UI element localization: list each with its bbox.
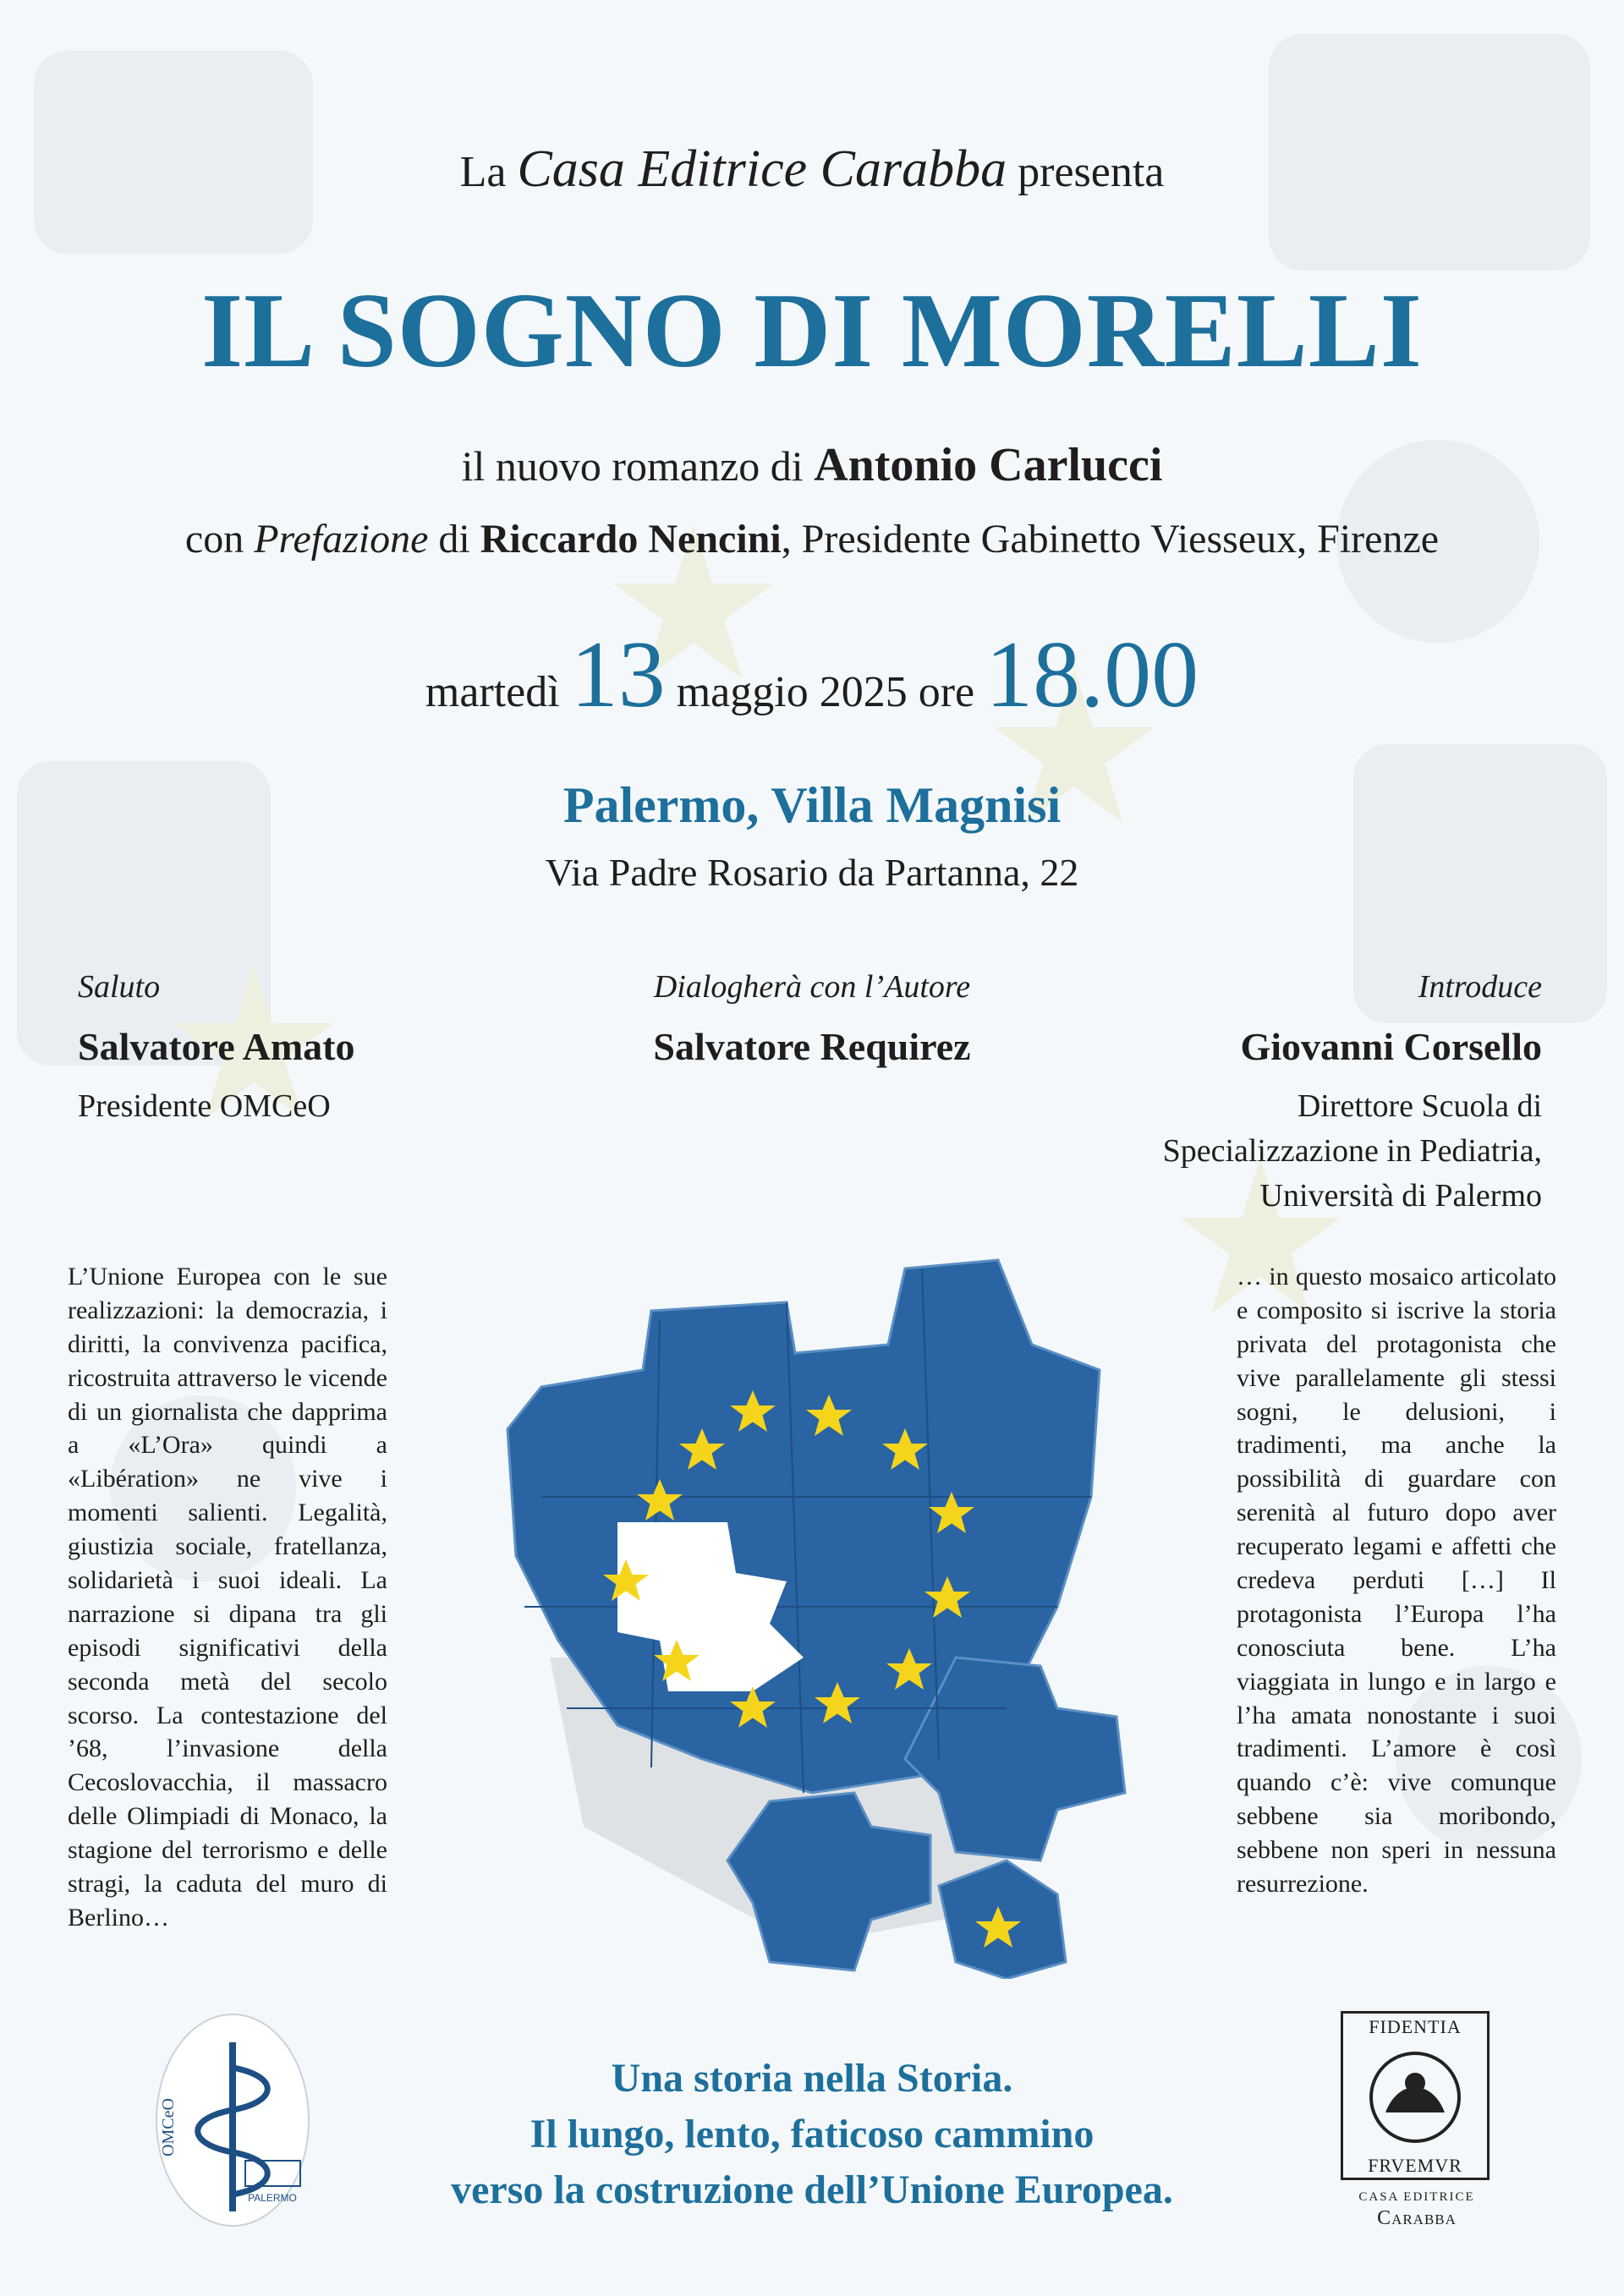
speaker-affiliation: Presidente OMCeO [78,1088,331,1124]
event-venue: Palermo, Villa Magnisi [562,777,1062,833]
speaker-role: Saluto [78,969,161,1005]
speaker-introduction [1163,968,1542,1219]
puzzle-pieces [508,1260,1125,1979]
omceo-logo [152,2008,313,2233]
presenter-line [0,140,1624,200]
event-month-year: maggio 2025 ore [676,668,975,716]
carabba-emblem [1364,2045,1466,2151]
preface-line [0,516,1624,562]
omceo-city: PALERMO [248,2192,297,2204]
presenter-presenta: presenta [1018,148,1165,196]
novel-prefix: il nuovo romanzo di [461,442,804,490]
synopsis-right: … in questo mosaico articolato e composito si iscrive la storia privata del protagonista che vive parallelamente gli stessi sogni, le delusioni, i tradimenti, ma anche la possibilità di guardare con serenità al futuro dopo aver recuperato legami e affetti che credeva perduti […] Il protagonista l’Europa l’ha conosciuta bene. L’ha viaggiata in lungo e in largo e l’ha amata nonostante i suoi tradimenti. L’amore è così quando c’è: vive comunque sebbene sia moribondo, sebbene non speri in nessuna resurrezione. [1237,1263,1556,1899]
carabba-label-2: Carabba [1377,2207,1457,2229]
presenter-la: La [459,148,507,196]
event-weekday: martedì [425,668,560,716]
carabba-logo [1341,2011,1493,2231]
event-day: 13 [570,622,666,727]
speaker-name: Salvatore Amato [78,1025,355,1068]
synopsis-left: L’Unione Europea con le sue realizzazioni: la democrazia, i diritti, la convivenza pacifica, ricostruita attraverso le vicende di un giornalista che dapprima a «L’Ora» quindi a «Libération» ne vive i momenti salienti. Legalità, giustizia sociale, fratellanza, solidarietà i suoi ideali. La narrazione si dipana tra gli episodi significativi della seconda metà del secolo scorso. La contestazione del ’68, l’invasione della Cecoslovacchia, il massacro delle Olimpiadi di Monaco, la stagione del terrorismo e delle stragi, la caduta del muro di Berlino… [68,1263,387,1932]
carabba-motto-bottom: FRVEMVR [1368,2155,1462,2176]
event-time: 18.00 [985,622,1199,727]
preface-di: di [438,517,470,562]
carabba-label-1: CASA EDITRICE [1358,2190,1475,2204]
affiliation-line: Università di Palermo [1259,1178,1542,1214]
book-title: IL SOGNO DI MORELLI [201,272,1423,390]
publisher-name: Casa Editrice Carabba [517,140,1007,198]
speaker-role: Dialogherà con l’Autore [653,969,971,1005]
speaker-name: Salvatore Requirez [653,1025,971,1068]
preface-con: con [184,517,244,562]
event-datetime [0,622,1624,727]
tagline-line: Il lungo, lento, faticoso cammino [529,2112,1095,2157]
preface-role: , Presidente Gabinetto Viesseux, Firenze [781,517,1440,562]
preface-name: Riccardo Nencini [480,517,782,562]
eu-puzzle-illustration [448,1218,1176,1979]
speaker-role: Introduce [1418,969,1542,1005]
speaker-name: Giovanni Corsello [1240,1025,1542,1068]
omceo-text: OMCeO [159,2098,178,2156]
tagline-line: Una storia nella Storia. [611,2056,1013,2101]
tagline-line: verso la costruzione dell’Unione Europea. [451,2167,1173,2213]
event-address: Via Padre Rosario da Partanna, 22 [545,851,1079,894]
affiliation-line: Specializzazione in Pediatria, [1162,1133,1542,1170]
speaker-affiliation [1163,1084,1542,1219]
author-name: Antonio Carlucci [814,439,1163,491]
affiliation-line: Direttore Scuola di [1297,1088,1542,1124]
preface-word: Prefazione [254,517,429,562]
novel-line [0,438,1624,492]
carabba-motto-top: FIDENTIA [1369,2016,1462,2037]
